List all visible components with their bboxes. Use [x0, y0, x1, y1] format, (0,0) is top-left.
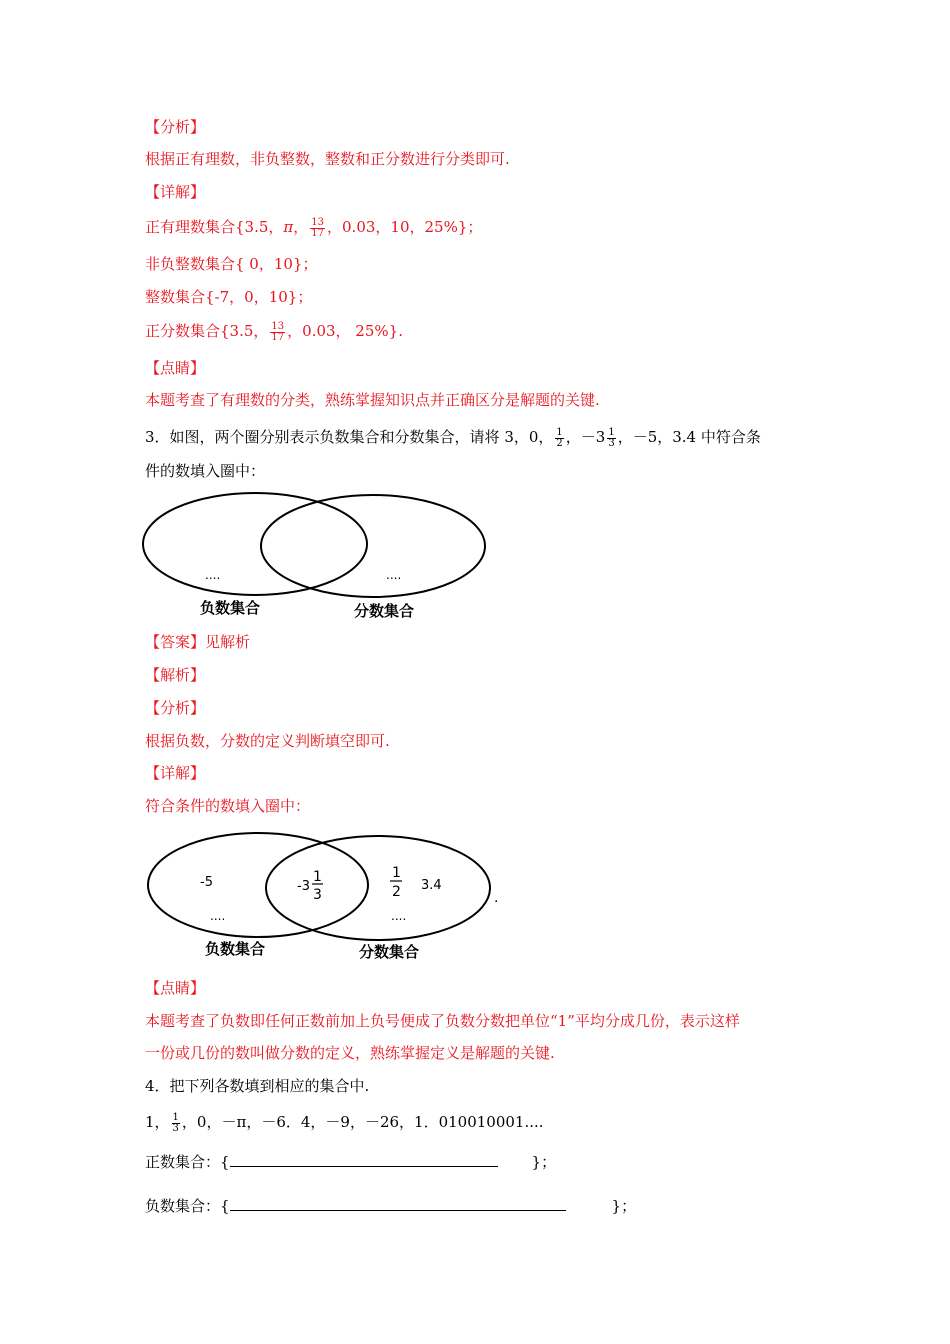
- set-suffix: ，0.03，10，25%}；: [327, 218, 483, 236]
- fraction-numerator: 1: [172, 1111, 179, 1123]
- venn-dots-right: ....: [391, 909, 407, 923]
- venn-right-denominator: 2: [392, 884, 401, 900]
- q3-detail-text: 符合条件的数填入圈中：: [145, 797, 311, 815]
- q3-prompt-line2: 件的数填入圈中：: [145, 462, 266, 480]
- q4-title: 4．把下列各数填到相应的集合中.: [145, 1077, 370, 1095]
- venn-mixed-whole: -3: [297, 879, 310, 894]
- fraction-denominator: 3: [172, 1122, 179, 1134]
- numbers-prefix: 1，: [145, 1113, 170, 1131]
- positive-set-label: 正数集合：{: [145, 1153, 230, 1171]
- fraction-set-label: 分数集合: [359, 943, 420, 961]
- q2-comment-label: 【点睛】: [145, 359, 206, 377]
- fraction-denominator: 17: [271, 331, 285, 343]
- q3-analysis-label: 【分析】: [145, 699, 206, 717]
- q3-detail-label: 【详解】: [145, 764, 206, 782]
- fraction-numerator: 1: [556, 426, 563, 438]
- q3-comment-line2: 一份或几份的数叫做分数的定义，熟练掌握定义是解题的关键.: [145, 1044, 555, 1062]
- venn-trailing-period: .: [494, 890, 499, 906]
- fraction-numerator: 13: [311, 216, 325, 228]
- pi-symbol: π: [283, 218, 294, 236]
- fraction-set-label: 分数集合: [354, 602, 415, 620]
- venn-dots-left: ....: [205, 568, 221, 582]
- q4-number-list: [145, 1112, 544, 1134]
- q2-analysis-text: 根据正有理数，非负整数，整数和正分数进行分类即可.: [145, 150, 510, 168]
- fraction-numerator: 1: [608, 426, 615, 438]
- q2-set-positive-fraction: [145, 321, 403, 343]
- negative-set-label: 负数集合: [205, 940, 266, 958]
- set-suffix: ，0.03， 25%}.: [287, 322, 403, 340]
- negative-set-circle: [148, 833, 368, 937]
- q2-set-nonneg-integer: 非负整数集合{ 0，10}；: [145, 255, 318, 273]
- answer-text: 见解析: [205, 633, 251, 651]
- q2-set-positive-rational: [145, 217, 482, 239]
- numbers-suffix: ，0，－π，－6．4，－9，－26，1．010010001....: [181, 1113, 544, 1131]
- fraction-set-circle: [261, 495, 485, 597]
- q3-comment-line1: 本题考查了负数即任何正数前加上负号便成了负数分数把单位“1”平均分成几份，表示这样: [145, 1012, 740, 1030]
- negative-set-end: }；: [611, 1197, 637, 1215]
- venn-right-numerator: 1: [392, 865, 401, 881]
- positive-set-blank[interactable]: [230, 1152, 498, 1167]
- fraction: [270, 322, 285, 343]
- q4-positive-set-row: [145, 1152, 556, 1172]
- q3-explain-label: 【解析】: [145, 666, 206, 684]
- set-prefix: 正分数集合{3.5，: [145, 322, 269, 340]
- fraction-half: [555, 428, 563, 449]
- set-prefix: 正有理数集合{3.5，: [145, 218, 284, 236]
- q2-set-integer: 整数集合{-7，0，10}；: [145, 288, 313, 306]
- prompt-prefix: 3．如图，两个圈分别表示负数集合和分数集合，请将 3，0，: [145, 428, 554, 446]
- venn-mixed-denominator: 3: [313, 887, 322, 903]
- q3-answer: [145, 632, 250, 652]
- answer-label: 【答案】: [145, 633, 206, 651]
- negative-set-label: 负数集合: [200, 599, 261, 617]
- negative-set-label: 负数集合：{: [145, 1197, 230, 1215]
- q2-analysis-label: 【分析】: [145, 118, 206, 136]
- q3-comment-label: 【点睛】: [145, 979, 206, 997]
- q3-prompt-line1: [145, 427, 761, 449]
- fraction: [310, 218, 325, 239]
- venn-dots-left: ....: [210, 909, 226, 923]
- separator: ，: [293, 218, 309, 236]
- positive-set-end: }；: [531, 1153, 557, 1171]
- q3-analysis-text: 根据负数，分数的定义判断填空即可.: [145, 732, 390, 750]
- fraction-denominator: 3: [608, 437, 615, 449]
- venn-mixed-numerator: 1: [313, 869, 322, 885]
- venn-right-value: 3.4: [421, 878, 442, 893]
- q4-negative-set-row: [145, 1196, 636, 1216]
- fraction-numerator: 13: [271, 320, 285, 332]
- fraction-denominator: 2: [556, 437, 563, 449]
- fraction-third: [172, 1113, 180, 1134]
- fraction-third: [607, 428, 615, 449]
- q2-detail-label: 【详解】: [145, 183, 206, 201]
- venn-dots-right: ....: [386, 568, 402, 582]
- venn-diagram-empty: [140, 490, 490, 625]
- q2-comment-text: 本题考查了有理数的分类，熟练掌握知识点并正确区分是解题的关键.: [145, 391, 600, 409]
- fraction-denominator: 17: [311, 227, 325, 239]
- venn-left-value: -5: [200, 875, 213, 890]
- prompt-suffix: ，－5，3.4 中符合条: [617, 428, 761, 446]
- prompt-mid: ，－3: [565, 428, 606, 446]
- negative-set-circle: [143, 493, 367, 595]
- negative-set-blank[interactable]: [230, 1196, 566, 1211]
- venn-diagram-filled: [140, 828, 510, 968]
